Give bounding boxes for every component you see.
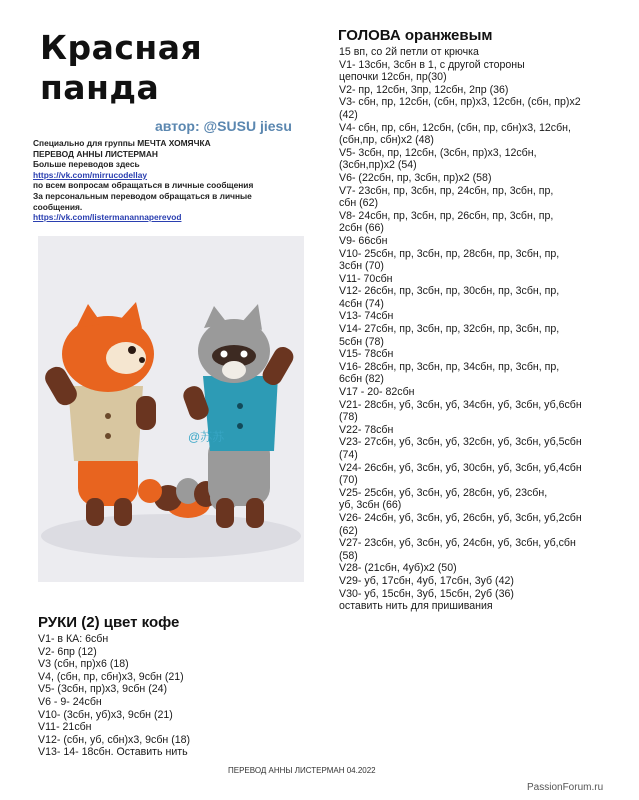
hands-rows (38, 633, 190, 759)
pattern-row: V8- 24сбн, пр, 3сбн, пр, 26сбн, пр, 3сбн, пр, (339, 209, 554, 222)
toy-photo (38, 236, 304, 582)
photo-watermark: @苏苏 (188, 430, 225, 444)
vk-link-mirrucodellay[interactable]: https://vk.com/mirrucodellay (33, 169, 148, 180)
pattern-row: (74) (339, 449, 358, 461)
page-title (40, 28, 202, 108)
pattern-row: V26- 24сбн, уб, 3сбн, уб, 26сбн, уб, 3сбн, уб,2сбн (339, 511, 582, 524)
pattern-row: V11- 21сбн (38, 721, 92, 734)
pattern-row: V3- сбн, пр, 12сбн, (сбн, пр)х3, 12сбн, (сбн, пр)х2 (339, 96, 581, 109)
pattern-row: V4- сбн, пр, сбн, 12сбн, (сбн, пр, сбн)х3, 12сбн, (339, 121, 571, 134)
pattern-row: V21- 28сбн, уб, 3сбн, уб, 34сбн, уб, 3сбн, уб,6сбн (339, 398, 582, 411)
head-rows (339, 46, 582, 613)
author-credit: автор: @SUSU jiesu (155, 118, 292, 134)
pattern-row: V30- уб, 15сбн, 3уб, 15сбн, 2уб (36) (339, 587, 514, 600)
title-line-1: Красная (40, 28, 203, 67)
pattern-row: 6сбн (82) (339, 373, 384, 386)
pattern-row: V7- 23сбн, пр, 3сбн, пр, 24сбн, пр, 3сбн, пр, (339, 184, 554, 197)
pattern-row: 2сбн (66) (339, 222, 384, 235)
pattern-row: V29- уб, 17сбн, 4уб, 17сбн, 3уб (42) (339, 574, 514, 587)
pattern-row: V10- 25сбн, пр, 3сбн, пр, 28сбн, пр, 3сбн, пр, (339, 247, 560, 260)
pattern-row: V12- 26сбн, пр, 3сбн, пр, 30сбн, пр, 3сбн, пр, (339, 285, 560, 298)
pattern-row: цепочки 12сбн, пр(30) (339, 71, 447, 84)
pattern-row: 3сбн (70) (339, 260, 384, 273)
info-line: Больше переводов здесь (33, 159, 140, 170)
site-watermark: PassionForum.ru (527, 782, 604, 793)
info-line: Специально для группы МЕЧТА ХОМЯЧКА (33, 138, 211, 148)
pattern-row: (70) (339, 474, 358, 487)
pattern-row: V1- в КА: 6сбн (38, 633, 109, 645)
info-line: За персональным переводом обращаться в личные (33, 190, 252, 201)
pattern-row: V2- пр, 12сбн, 3пр, 12сбн, 2пр (36) (339, 83, 509, 96)
pattern-row: V5- (3сбн, пр)х3, 9сбн (24) (38, 683, 168, 696)
pattern-row: (сбн,пр, сбн)х2 (48) (339, 134, 434, 147)
pattern-row: V5- 3сбн, пр, 12сбн, (3сбн, пр)х3, 12сбн, (339, 146, 537, 159)
hands-section-title: РУКИ (2) цвет кофе (38, 614, 180, 631)
pattern-row: V16- 28сбн, пр, 3сбн, пр, 34сбн, пр, 3сбн, пр, (339, 360, 560, 373)
pattern-row: V27- 23сбн, уб, 3сбн, уб, 24сбн, уб, 3сбн, уб,сбн (339, 537, 576, 550)
pattern-row: (42) (339, 108, 358, 121)
title-line-2: панда (40, 68, 160, 107)
pattern-row: (58) (339, 549, 358, 562)
pattern-row: V4, (сбн, пр, сбн)х3, 9сбн (21) (38, 670, 184, 683)
pattern-row: оставить нить для пришивания (339, 600, 493, 613)
pattern-row: V23- 27сбн, уб, 3сбн, уб, 32сбн, уб, 3сбн, уб,5сбн (339, 436, 582, 449)
pattern-row: (3сбн,пр)х2 (54) (339, 159, 417, 172)
pattern-row: V13- 14- 18сбн. Оставить нить (38, 746, 188, 759)
red-panda-toys-illustration (38, 236, 304, 582)
pattern-row: (78) (339, 411, 358, 424)
pattern-row: 5сбн (78) (339, 335, 384, 348)
vk-link-listerman[interactable]: https://vk.com/listermanannaperevod (33, 212, 182, 223)
pattern-row: V3 (сбн, пр)х6 (18) (38, 658, 129, 671)
translator-footer: ПЕРЕВОД АННЫ ЛИСТЕРМАН 04.2022 (228, 766, 376, 775)
pattern-row: V6 - 9- 24сбн (38, 695, 102, 708)
pattern-row: V24- 26сбн, уб, 3сбн, уб, 30сбн, уб, 3сбн, уб,4сбн (339, 461, 582, 474)
pattern-row: 4сбн (74) (339, 297, 384, 310)
pattern-row: V25- 25сбн, уб, 3сбн, уб, 28сбн, уб, 23сбн, (339, 486, 548, 499)
pattern-row: V12- (сбн, уб, сбн)х3, 9сбн (18) (38, 733, 191, 746)
pattern-row: (62) (339, 524, 358, 537)
pattern-row: V15- 78сбн (339, 348, 394, 361)
head-section-title: ГОЛОВА оранжевым (338, 27, 493, 44)
pattern-row: уб, 3сбн (66) (339, 499, 402, 512)
pattern-row: V10- (3сбн, уб)х3, 9сбн (21) (38, 708, 173, 721)
pattern-row: 15 вп, со 2й петли от крючка (339, 46, 479, 58)
pattern-row: сбн (62) (339, 197, 378, 210)
pattern-row: V6- (22сбн, пр, 3сбн, пр)х2 (58) (339, 171, 492, 184)
info-block (33, 138, 303, 223)
pattern-row: V17 - 20- 82сбн (339, 386, 415, 399)
pattern-row: V13- 74сбн (339, 310, 394, 323)
pattern-row: V1- 13сбн, 3сбн в 1, с другой стороны (339, 58, 525, 71)
pattern-row: V28- (21сбн, 4уб)х2 (50) (339, 562, 457, 575)
info-line: по всем вопросам обращаться в личные сообщения (33, 180, 254, 191)
pattern-row: V11- 70сбн (339, 272, 393, 285)
info-line: ПЕРЕВОД АННЫ ЛИСТЕРМАН (33, 148, 158, 159)
pattern-row: V14- 27сбн, пр, 3сбн, пр, 32сбн, пр, 3сбн, пр, (339, 323, 560, 336)
pattern-row: V9- 66сбн (339, 234, 388, 247)
pattern-row: V22- 78сбн (339, 423, 394, 436)
pattern-row: V2- 6пр (12) (38, 645, 97, 658)
info-line: сообщения. (33, 201, 83, 212)
